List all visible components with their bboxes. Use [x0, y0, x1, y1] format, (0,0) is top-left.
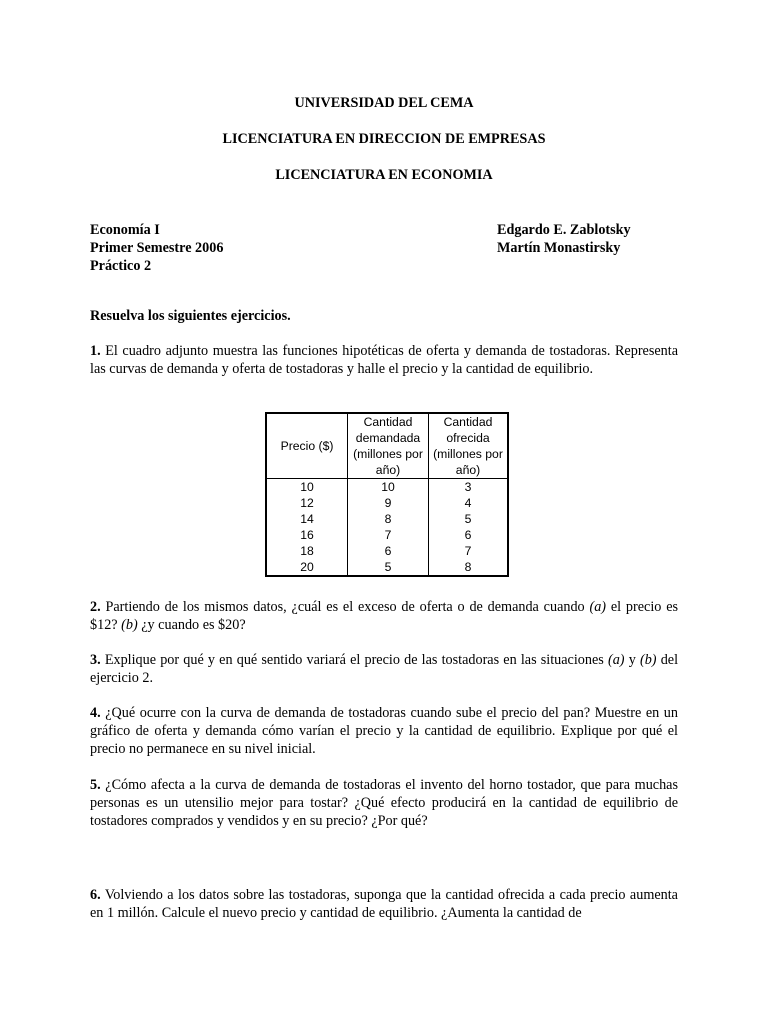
- cell-price: 18: [266, 543, 348, 559]
- option-a: (a): [607, 652, 625, 668]
- header-price: Precio ($): [266, 413, 348, 479]
- professor-2: Martín Monastirsky: [497, 240, 621, 256]
- table-header-row: [266, 413, 508, 479]
- table-row: [266, 495, 508, 511]
- exercise-text: Explique por qué y en qué sentido variará el precio de las tostadoras en las situaciones: [104, 652, 604, 668]
- cell-demand: 5: [348, 559, 429, 576]
- university-title: UNIVERSIDAD DEL CEMA: [294, 95, 474, 111]
- cell-supply: 5: [429, 511, 509, 527]
- program-title-2: LICENCIATURA EN ECONOMIA: [275, 167, 493, 183]
- exercise-number: 1.: [90, 343, 101, 359]
- course-semester: Primer Semestre 2006: [90, 240, 224, 256]
- exercise-1: [90, 342, 678, 378]
- exercise-number: 6.: [90, 887, 101, 903]
- table-row: [266, 479, 508, 496]
- cell-price: 12: [266, 495, 348, 511]
- program-title-1: LICENCIATURA EN DIRECCION DE EMPRESAS: [222, 131, 546, 147]
- cell-price: 20: [266, 559, 348, 576]
- table-row: [266, 543, 508, 559]
- exercise-text: El cuadro adjunto muestra las funciones hipotéticas de oferta y demanda de tostadoras. Representa las curvas de demanda y oferta de tostadoras y halle el precio y la cantidad de equilibrio.: [90, 343, 678, 377]
- exercise-text: del ejercicio 2.: [90, 652, 679, 686]
- cell-price: 16: [266, 527, 348, 543]
- exercise-number: 3.: [90, 652, 101, 668]
- cell-demand: 10: [348, 479, 429, 496]
- cell-supply: 8: [429, 559, 509, 576]
- header-demand: Cantidad demandada (millones por año): [348, 413, 429, 479]
- table-row: [266, 527, 508, 543]
- cell-demand: 6: [348, 543, 429, 559]
- exercise-2: [90, 598, 678, 634]
- exercise-5: [90, 776, 678, 830]
- supply-demand-table: [265, 412, 509, 577]
- professor-1: Edgardo E. Zablotsky: [497, 222, 631, 238]
- option-b: (b): [121, 617, 138, 633]
- exercise-6: [90, 886, 678, 922]
- option-b: (b): [639, 652, 657, 668]
- cell-demand: 8: [348, 511, 429, 527]
- header-supply: Cantidad ofrecida (millones por año): [429, 413, 509, 479]
- document-page: [90, 0, 678, 1024]
- table-row: [266, 511, 508, 527]
- exercise-text: el precio es $12?: [90, 599, 679, 633]
- table-row: [266, 559, 508, 576]
- option-a: (a): [589, 599, 607, 615]
- cell-supply: 6: [429, 527, 509, 543]
- exercise-number: 2.: [90, 599, 101, 615]
- cell-supply: 4: [429, 495, 509, 511]
- exercise-3: [90, 651, 678, 687]
- exercise-text: Volviendo a los datos sobre las tostadoras, suponga que la cantidad ofrecida a cada precio aumenta en 1 millón. Calcule el nuevo precio y cantidad de equilibrio. ¿Aumenta la cantidad de: [90, 887, 678, 921]
- cell-demand: 7: [348, 527, 429, 543]
- cell-supply: 7: [429, 543, 509, 559]
- exercise-text: Partiendo de los mismos datos, ¿cuál es el exceso de oferta o de demanda cuando: [105, 599, 585, 615]
- course-practice: Práctico 2: [90, 258, 152, 274]
- exercise-text: y: [628, 652, 636, 668]
- exercise-number: 4.: [90, 705, 101, 721]
- exercise-text: ¿Qué ocurre con la curva de demanda de tostadoras cuando sube el precio del pan? Muestre en un gráfico de oferta y demanda cómo varían el precio y la cantidad de equilibrio. Explique por qué el precio no permanece en su nivel inicial.: [90, 705, 678, 757]
- instructions: Resuelva los siguientes ejercicios.: [90, 308, 291, 324]
- exercise-text: ¿y cuando es $20?: [141, 617, 246, 633]
- exercise-text: ¿Cómo afecta a la curva de demanda de tostadoras el invento del horno tostador, que para muchas personas es un utensilio mejor para tostar? ¿Qué efecto producirá en la cantidad de equilibrio de tostadores comprados y vendidos y en su precio? ¿Por qué?: [90, 777, 679, 829]
- cell-price: 10: [266, 479, 348, 496]
- cell-supply: 3: [429, 479, 509, 496]
- course-subject: Economía I: [90, 222, 160, 238]
- cell-price: 14: [266, 511, 348, 527]
- exercise-number: 5.: [90, 777, 101, 793]
- cell-demand: 9: [348, 495, 429, 511]
- exercise-4: [90, 704, 678, 758]
